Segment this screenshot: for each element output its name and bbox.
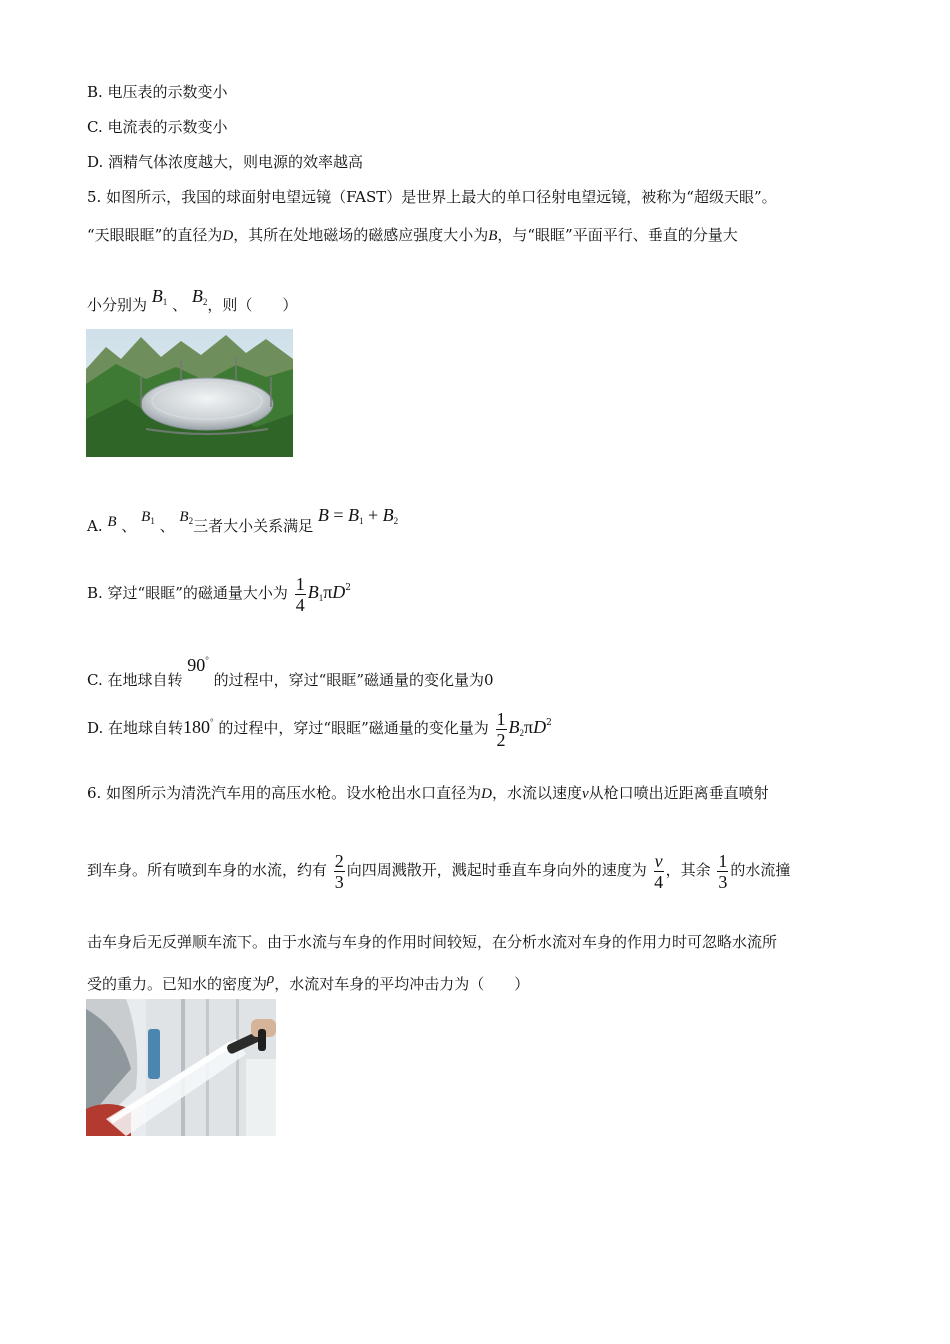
q5-option-a: A. B 、 $B_1$ 、 $B_2$三者大小关系满足 $B = B_1 + B_2$	[87, 505, 399, 535]
q4-option-d: D. 酒精气体浓度越大，则电源的效率越高	[87, 153, 364, 171]
q5-option-b: B. 穿过“眼眶”的磁通量大小为 $\frac{1}{4}$ $B_1\pi D^2$	[87, 573, 352, 615]
q4-option-b: B. 电压表的示数变小	[87, 83, 228, 101]
q5-option-d: D. 在地球自转180° 的过程中，穿过“眼眶”磁通量的变化量为 $\frac{1}{2}$ $B_2\pi D^2$	[87, 708, 552, 750]
q5-stem-line1: 5. 如图所示，我国的球面射电望远镜（FAST）是世界上最大的单口径射电望远镜，被称为“超级天眼”。	[87, 188, 777, 206]
q5-option-c: C. 在地球自转 90° 的过程中，穿过“眼眶”磁通量的变化量为0	[87, 655, 494, 689]
q6-stem-line4: 受的重力。已知水的密度为ρ，水流对车身的平均冲击力为（ ）	[87, 971, 530, 993]
car-wash-image	[86, 999, 276, 1136]
q5-stem-line3: 小分别为 $B_1$ 、 $B_2$，则（ ）	[87, 286, 298, 314]
q6-stem-line1: 6. 如图所示为清洗汽车用的高压水枪。设水枪出水口直径为D，水流以速度v从枪口喷出近距离垂直喷射	[87, 784, 769, 802]
fast-telescope-image	[86, 329, 293, 457]
q6-stem-line2: 到车身。所有喷到车身的水流，约有 $\frac{2}{3}$ 向四周溅散开，溅起时垂直车身向外的速度为 $\frac{v}{4}$ ，其余 $\frac{1}{3}$ 的水流撞	[87, 850, 791, 892]
q6-stem-line3: 击车身后无反弹顺车流下。由于水流与车身的作用时间较短，在分析水流对车身的作用力时可忽略水流所	[87, 933, 778, 951]
q4-option-c: C. 电流表的示数变小	[87, 118, 228, 136]
q5-stem-line2: “天眼眼眶”的直径为D，其所在处地磁场的磁感应强度大小为B，与“眼眶”平面平行、垂直的分量大	[87, 226, 738, 244]
